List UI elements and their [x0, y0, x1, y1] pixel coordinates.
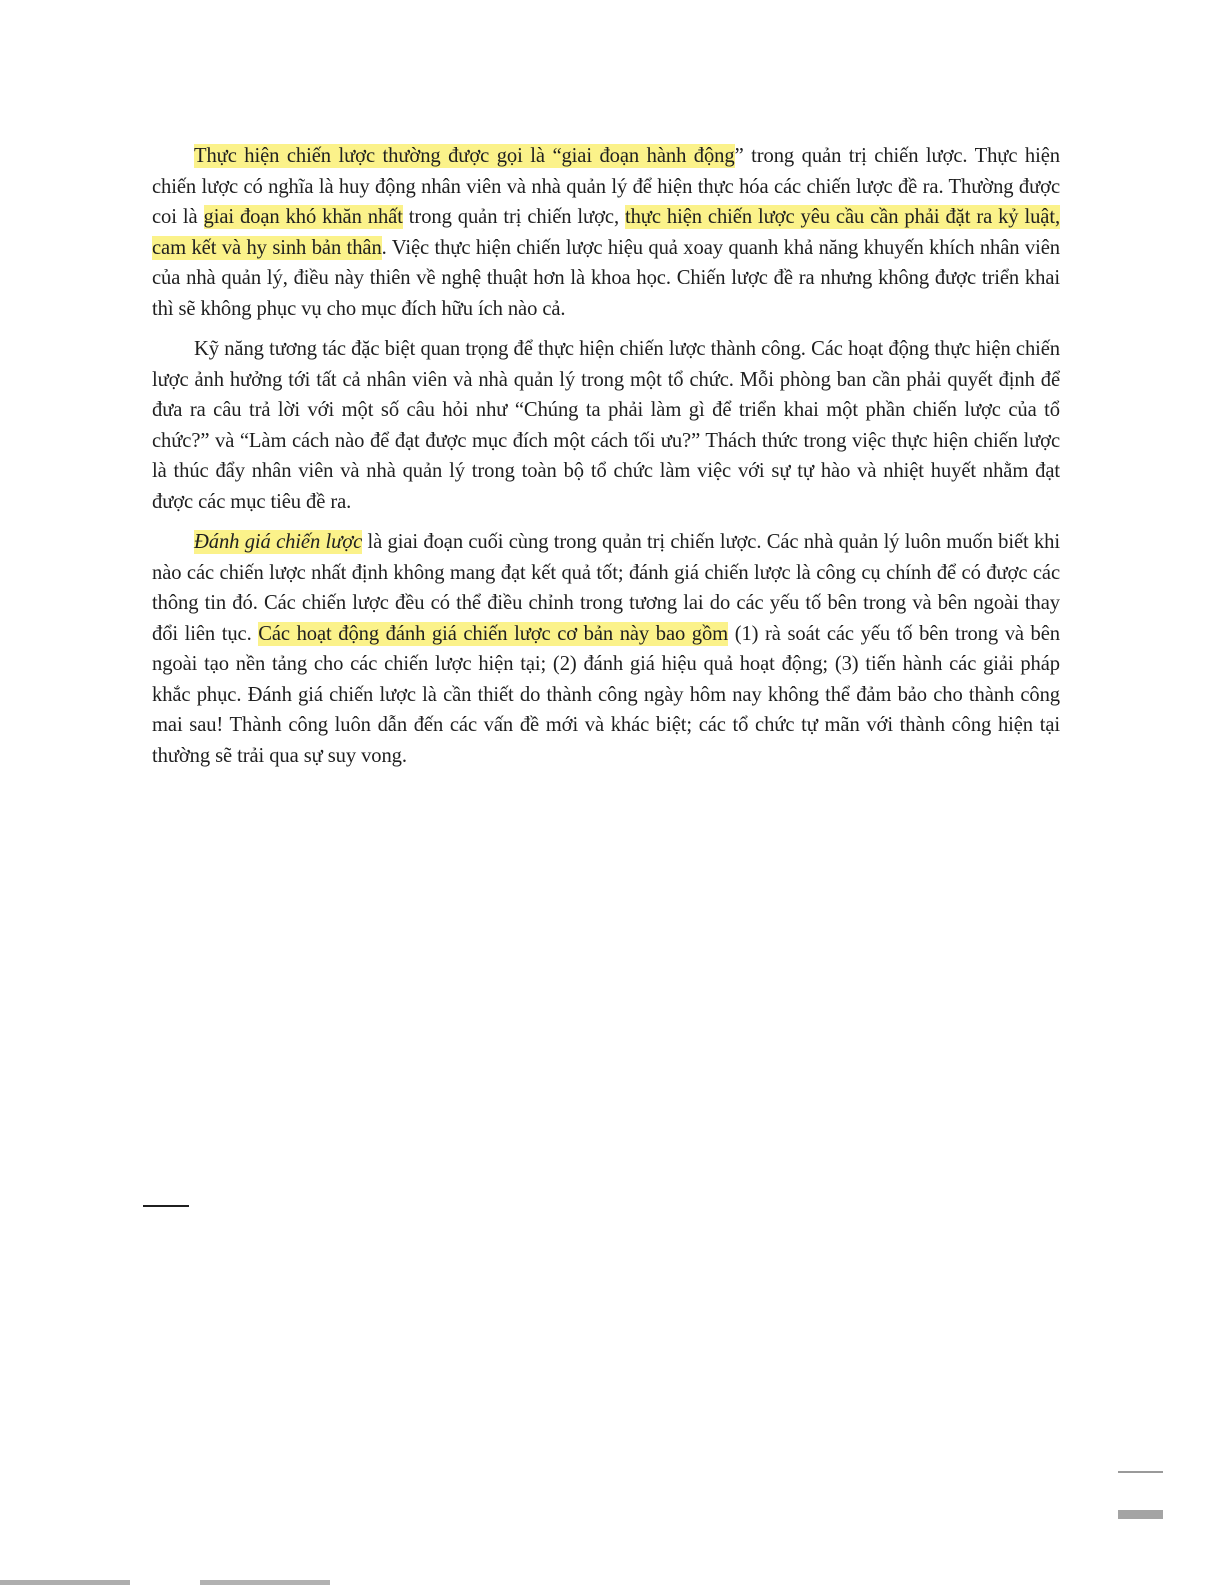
page-corner-block [1118, 1510, 1163, 1519]
highlighted-italic-term: Đánh giá chiến lược [194, 531, 363, 553]
highlighted-text: Các hoạt động đánh giá chiến lược cơ bản này bao gồm [258, 622, 729, 645]
paragraph-implementation [152, 141, 1060, 324]
body-text: Kỹ năng tương tác đặc biệt quan trọng để thực hiện chiến lược thành công. Các hoạt động thực hiện chiến lược ảnh hưởng tới tất cả nhân viên và nhà quản lý trong một tổ chức. Mỗi phòng ban cần phải quyết định để đưa ra câu trả lời với một số câu hỏi như “Chúng ta phải làm gì để triển khai một phần chiến lược của tổ chức?” và “Làm cách nào để đạt được mục đích một cách tối ưu?” Thách thức trong việc thực hiện chiến lược là thúc đẩy nhân viên và nhà quản lý trong toàn bộ tổ chức làm việc với sự tự hào và nhiệt huyết nhằm đạt được các mục tiêu đề ra. [152, 338, 1060, 513]
footnote-separator [143, 1205, 189, 1207]
highlighted-text: giai đoạn khó khăn nhất [203, 206, 403, 228]
highlighted-text: Thực hiện chiến lược thường được gọi là “giai đoạn hành động [194, 145, 735, 167]
scan-bottom-edge [0, 1580, 1225, 1585]
document-body [152, 141, 1060, 781]
body-text: (1) rà soát các yếu tố bên trong và bên ngoài tạo nền tảng cho các chiến lược hiện tại; (2) đánh giá hiệu quả hoạt động; (3) tiến hành các giải pháp khắc phục. Đánh giá chiến lược là cần thiết do thành công ngày hôm nay không thể đảm bảo cho thành công mai sau! Thành công luôn dẫn đến các vấn đề mới và khác biệt; các tổ chức tự mãn với thành công hiện tại thường sẽ trải qua sự suy vong. [152, 622, 1060, 767]
page-corner-rule [1118, 1471, 1163, 1473]
highlighted-text: thực hiện chiến lược yêu cầu cần phải đặt ra kỷ luật, cam kết và hy sinh bản thân [152, 206, 1060, 259]
body-text: trong quản trị chiến lược, [402, 206, 625, 228]
paragraph-interaction-skills [152, 334, 1060, 517]
body-text: . Việc thực hiện chiến lược hiệu quả xoay quanh khả năng khuyến khích nhân viên của nhà quản lý, điều này thiên về nghệ thuật hơn là khoa học. Chiến lược đề ra nhưng không được triển khai thì sẽ không phục vụ cho mục đích hữu ích nào cả. [152, 236, 1060, 320]
paragraph-evaluation [152, 527, 1060, 771]
body-text: là giai đoạn cuối cùng trong quản trị chiến lược. Các nhà quản lý luôn muốn biết khi nào các chiến lược nhất định không mang đạt kết quả tốt; đánh giá chiến lược là công cụ chính để có được các thông tin đó. Các chiến lược đều có thể điều chỉnh trong tương lai do các yếu tố bên trong và bên ngoài thay đổi liên tục. [152, 531, 1060, 645]
body-text: ” trong quản trị chiến lược. Thực hiện chiến lược có nghĩa là huy động nhân viên và nhà quản lý để hiện thực hóa các chiến lược đề ra. Thường được coi là [152, 145, 1060, 228]
